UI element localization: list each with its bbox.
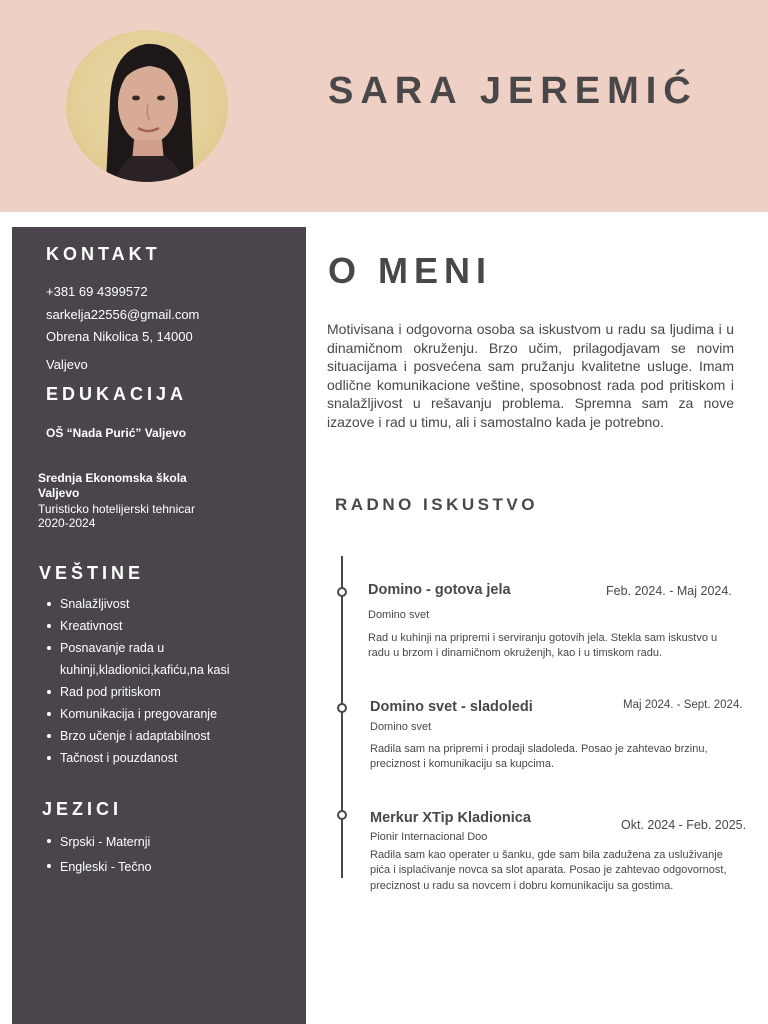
skill-item: Posnavanje rada u xyxy=(46,637,230,659)
job-organization: Domino svet xyxy=(370,721,432,733)
timeline-dot xyxy=(337,703,347,713)
skill-item: Snalažljivost xyxy=(46,593,230,615)
contact-heading: KONTAKT xyxy=(46,244,161,264)
education-school-secondary-line2: Valjevo xyxy=(38,486,80,500)
job-date: Maj 2024. - Sept. 2024. xyxy=(623,699,743,711)
profile-photo xyxy=(66,30,228,182)
skills-list xyxy=(46,593,230,769)
education-school-secondary-line1: Srednja Ekonomska škola xyxy=(38,471,187,485)
sidebar xyxy=(12,227,306,1024)
skills-heading: VEŠTINE xyxy=(39,563,145,583)
education-heading: EDUKACIJA xyxy=(46,384,188,404)
languages-heading: JEZICI xyxy=(42,799,123,819)
job-organization: Domino svet xyxy=(368,609,430,621)
skill-item-continuation: kuhinji,kladionici,kafiću,na kasi xyxy=(60,663,230,677)
education-school-primary: OŠ “Nada Purić” Valjevo xyxy=(46,426,187,440)
skill-item: Komunikacija i pregovaranje xyxy=(46,703,230,725)
timeline-dot xyxy=(337,810,347,820)
contact-address-line2: Valjevo xyxy=(46,357,88,372)
education-years: 2020-2024 xyxy=(38,516,96,530)
job-organization: Pionir Internacional Doo xyxy=(370,831,488,843)
about-text: Motivisana i odgovorna osoba sa iskustvom u radu sa ljudima i u dinamičnom okruženju. Brzo učim, prilagodjavam se novim situacijama i posvećena sam pružanju kvalitetne usluge. Imam odlične komunikacione veštine, sposobnost rada pod pritiskom i snalažljivost u rešavanju problema. Spremna sam za nove izazove i rad u timu, ali i samostalno kada je potrebno. xyxy=(327,321,734,430)
skill-item: Brzo učenje i adaptabilnost xyxy=(46,725,230,747)
job-date: Okt. 2024 - Feb. 2025. xyxy=(621,818,747,832)
contact-address-line1: Obrena Nikolica 5, 14000 xyxy=(46,329,193,344)
candidate-name: SARA JEREMIĆ xyxy=(328,70,698,112)
job-description: Radila sam kao operater u šanku, gde sam bila zadužena za usluživanje pića i isplaćivanje novca sa slot aparata. Posao je zahtevao odgovornost, preciznost u radu sa novcem i dobru komunikaciju sa gostima. xyxy=(370,849,727,892)
job-title: Domino - gotova jela xyxy=(368,582,511,598)
contact-phone[interactable]: +381 69 4399572 xyxy=(46,284,148,299)
timeline-dot xyxy=(337,587,347,597)
skill-item: Kreativnost xyxy=(46,615,230,637)
about-heading: O MENI xyxy=(328,250,493,291)
languages-list xyxy=(46,830,152,880)
language-item: Srpski - Maternji xyxy=(46,830,152,855)
job-title: Domino svet - sladoledi xyxy=(370,699,533,715)
job-description: Radila sam na pripremi i prodaji sladoleda. Posao je zahtevao brzinu, preciznost i komunikaciju sa kupcima. xyxy=(370,743,708,771)
job-date: Feb. 2024. - Maj 2024. xyxy=(606,584,732,598)
job-description: Rad u kuhinji na pripremi i serviranju gotovih jela. Stekla sam iskustvo u radu u brzom i dinamičnom okruženjh, kao i u timskom radu. xyxy=(368,632,718,660)
contact-email[interactable]: sarkelja22556@gmail.com xyxy=(46,307,200,322)
header-banner xyxy=(0,0,768,212)
skill-item: Tačnost i pouzdanost xyxy=(46,747,230,769)
skill-item: Rad pod pritiskom xyxy=(46,681,230,703)
job-title: Merkur XTip Kladionica xyxy=(370,810,531,826)
experience-heading: RADNO ISKUSTVO xyxy=(335,495,538,514)
education-program: Turisticko hotelijerski tehnicar xyxy=(38,502,195,516)
timeline-line xyxy=(341,556,343,878)
language-item: Engleski - Tečno xyxy=(46,855,152,880)
